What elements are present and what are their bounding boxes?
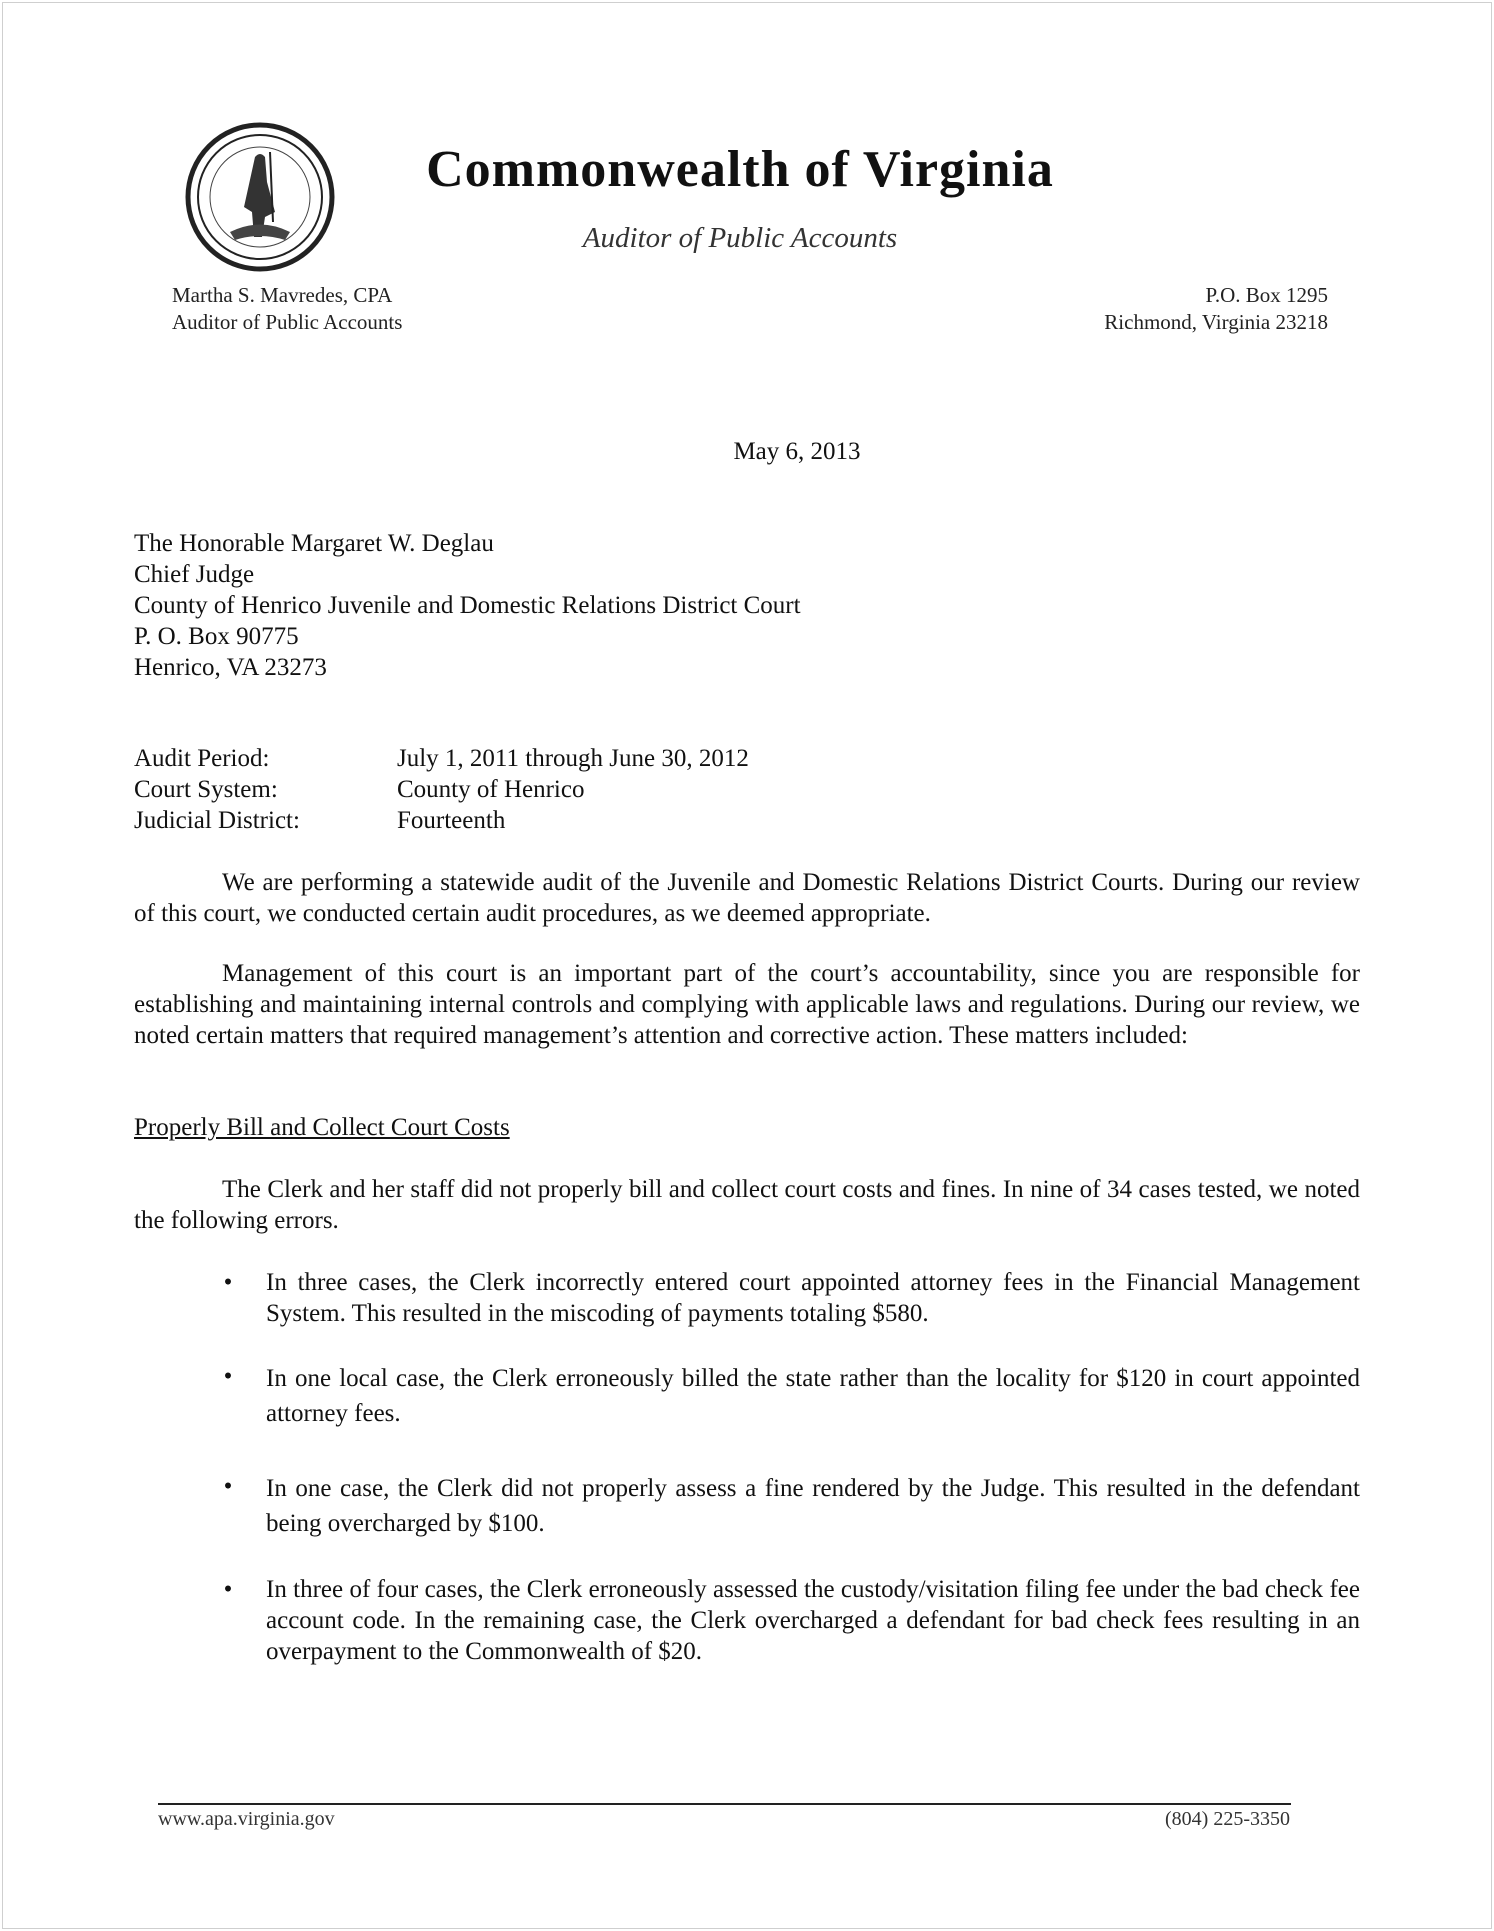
bullet-text: In three cases, the Clerk incorrectly entered court appointed attorney fees in the Financial Management System. This resulted in the miscoding of payments totaling $580. <box>266 1269 1360 1327</box>
bullet-item <box>134 1471 1360 1541</box>
addressee-block <box>134 528 801 683</box>
bullet-item <box>134 1574 1360 1667</box>
po-box: P.O. Box 1295 <box>1205 283 1328 307</box>
bullet-icon: • <box>223 1473 233 1500</box>
letter-date: May 6, 2013 <box>733 438 861 465</box>
addressee-line: The Honorable Margaret W. Deglau <box>134 530 494 557</box>
addressee-line: Chief Judge <box>134 561 255 588</box>
section-paragraph <box>134 1174 1360 1236</box>
audit-value: July 1, 2011 through June 30, 2012 <box>397 745 749 772</box>
audit-label: Audit Period: <box>134 745 270 772</box>
paragraph-text: We are performing a statewide audit of the Juvenile and Domestic Relations District Courts. During our review of this court, we conducted certain audit procedures, as we deemed appropriate. <box>134 869 1360 927</box>
bullet-item <box>134 1267 1360 1329</box>
paragraph <box>134 867 1360 929</box>
addressee-line: Henrico, VA 23273 <box>134 654 327 681</box>
letterhead-subtitle: Auditor of Public Accounts <box>582 222 898 254</box>
audit-label: Judicial District: <box>134 807 300 834</box>
bullet-icon: • <box>223 1576 233 1603</box>
bullet-text: In one case, the Clerk did not properly assess a fine rendered by the Judge. This resulted in the defendant being overcharged by $100. <box>266 1475 1360 1537</box>
auditor-name-block <box>172 282 402 336</box>
footer-website: www.apa.virginia.gov <box>158 1808 335 1830</box>
audit-value: Fourteenth <box>397 807 506 834</box>
addressee-line: County of Henrico Juvenile and Domestic Relations District Court <box>134 592 801 619</box>
bullet-text: In one local case, the Clerk erroneously billed the state rather than the locality for $120 in court appointed attorney fees. <box>266 1365 1360 1427</box>
paragraph-text: The Clerk and her staff did not properly bill and collect court costs and fines. In nine of 34 cases tested, we noted the following errors. <box>134 1176 1360 1234</box>
audit-info-row <box>134 774 749 805</box>
section-heading: Properly Bill and Collect Court Costs <box>134 1114 510 1141</box>
bullet-icon: • <box>223 1363 233 1390</box>
auditor-title: Auditor of Public Accounts <box>172 310 403 334</box>
paragraph-text: Management of this court is an important part of the court’s accountability, since you are responsible for establishing and maintaining internal controls and complying with applicable laws and regulations. During our review, we noted certain matters that required management’s attention and corrective action. These matters included: <box>134 960 1360 1049</box>
audit-info-row <box>134 743 749 774</box>
footer-phone: (804) 225-3350 <box>1165 1808 1290 1830</box>
city-state-zip: Richmond, Virginia 23218 <box>1104 310 1328 334</box>
footer-divider <box>158 1803 1291 1805</box>
bullet-icon: • <box>223 1269 233 1296</box>
audit-label: Court System: <box>134 776 278 803</box>
paragraph <box>134 958 1360 1051</box>
virginia-seal-logo <box>185 122 335 272</box>
audit-info <box>134 743 749 836</box>
auditor-name: Martha S. Mavredes, CPA <box>172 283 393 307</box>
addressee-line: P. O. Box 90775 <box>134 623 299 650</box>
bullet-text: In three of four cases, the Clerk erroneously assessed the custody/visitation filing fee under the bad check fee account code. In the remaining case, the Clerk overcharged a defendant for bad check fees resulting in an overpayment to the Commonwealth of $20. <box>266 1576 1360 1665</box>
letterhead-title: Commonwealth of Virginia <box>426 141 1054 198</box>
bullet-item <box>134 1361 1360 1431</box>
audit-info-row <box>134 805 749 836</box>
mailing-address-block <box>1104 282 1328 336</box>
audit-value: County of Henrico <box>397 776 585 803</box>
